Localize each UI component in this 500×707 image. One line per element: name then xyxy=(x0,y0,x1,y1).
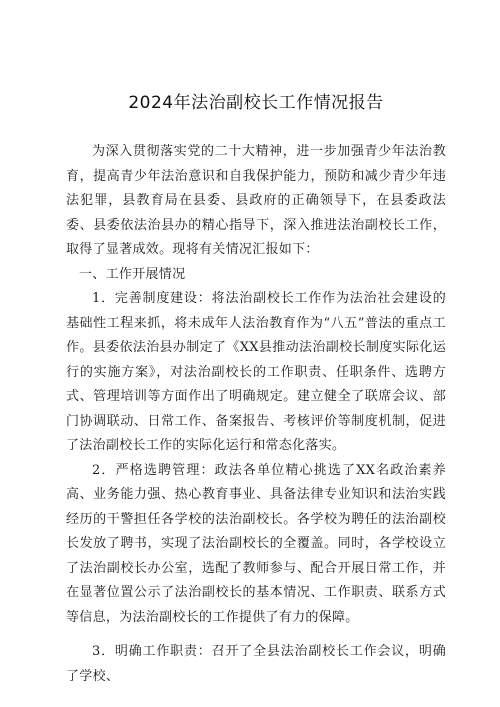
document-body xyxy=(66,140,446,689)
section-heading-work-progress: 一、工作开展情况 xyxy=(79,266,186,282)
paragraph-system-building: 1．完善制度建设：将法治副校长工作作为法治社会建设的基础性工程来抓，将未成年人法治教育作为“八五”普法的重点工作。县委依法治县办制定了《XX县推动法治副校长制度实际化运行的实施方案》，对法治副校长的工作职责、任职条件、选聘方式、管理培训等方面作出了明确规定。建立健全了联席会议、部门协调联动、日常工作、备案报告、考核评价等制度机制，促进了法治副校长工作的实际化运行和常态化落实。 xyxy=(66,291,446,453)
document-title: 2024年法治副校长工作情况报告 xyxy=(128,93,384,113)
paragraph-selection-management: 2．严格选聘管理：政法各单位精心挑选了XX名政治素养高、业务能力强、热心教育事业、具备法律专业知识和法治实践经历的干警担任各学校的法治副校长。各学校为聘任的法治副校长发放了聘书，实现了法治副校长的全覆盖。同时，各学校设立了法治副校长办公室，选配了教师参与、配合开展日常工作，并在显著位置公示了法治副校长的基本情况、工作职责、联系方式等信息，为法治副校长的工作提供了有力的保障。 xyxy=(66,462,446,625)
paragraph-work-duties: 3．明确工作职责：召开了全县法治副校长工作会议，明确了学校、 xyxy=(66,644,446,684)
intro-paragraph: 为深入贯彻落实党的二十大精神，进一步加强青少年法治教育，提高青少年法治意识和自我保护能力，预防和减少青少年违法犯罪，县教育局在县委、县政府的正确领导下，在县委政法委、县委依法治县办的精心指导下，深入推进法治副校长工作，取得了显著成效。现将有关情况汇报如下： xyxy=(66,144,446,257)
